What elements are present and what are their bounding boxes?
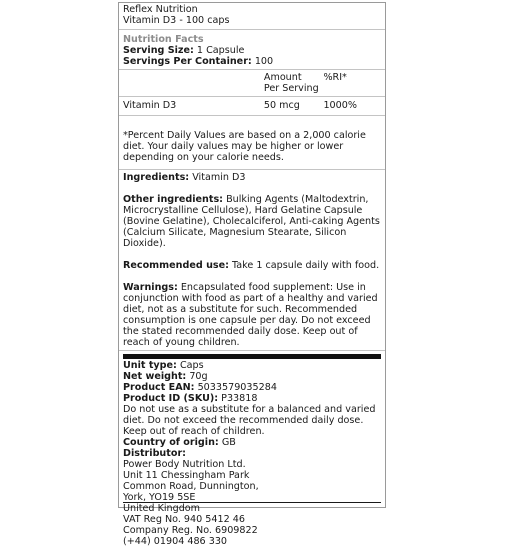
recommended-use: Recommended use: Take 1 capsule daily with food. xyxy=(123,260,380,271)
product-details xyxy=(119,359,385,547)
nutrient-name: Vitamin D3 xyxy=(123,100,177,111)
bottom-divider xyxy=(123,502,381,503)
address-line: VAT Reg No. 940 5412 46 xyxy=(123,514,245,525)
warnings: Warnings: Encapsulated food supplement: Use in conjunction with food as part of a healthy and varied diet, not as a substitute for such. Recommended consumption is one capsule per day. Do not exceed the stated recommended daily dose. Keep out of reach of young children. xyxy=(123,282,378,348)
usage-note: Do not use as a substitute for a balanced and varied diet. Do not exceed the recommended daily dose. Keep out of reach of children. xyxy=(123,404,376,437)
supplement-facts-panel xyxy=(118,2,386,547)
distributor-label: Distributor: xyxy=(123,448,187,459)
nutrient-amount: 50 mcg xyxy=(263,100,300,111)
address-line: York, YO19 5SE xyxy=(123,492,196,503)
servings-per-container: Servings Per Container: 100 xyxy=(123,56,274,67)
other-ingredients: Other ingredients: Bulking Agents (Maltodextrin, Microcrystalline Cellulose), Hard Gelatine Capsule (Bovine Gelatine), Cholecalciferol, Anti-caking Agents (Calcium Silicate, Magnesium Stearate, Silicon Dioxide). xyxy=(123,194,380,249)
country-of-origin: Country of origin: GB xyxy=(123,437,236,448)
nutrition-facts xyxy=(119,30,385,67)
nutrient-table-header xyxy=(119,70,385,94)
ingredients-section xyxy=(119,170,385,348)
brand-name: Reflex Nutrition xyxy=(123,4,198,15)
product-sku: Product ID (SKU): P33818 xyxy=(123,393,258,404)
amount-header: Amount Per Serving xyxy=(263,72,319,94)
table-row xyxy=(123,100,381,111)
footnote xyxy=(119,116,385,163)
unit-type: Unit type: Caps xyxy=(123,360,204,371)
nutrition-facts-title: Nutrition Facts xyxy=(123,34,204,45)
address-line: Power Body Nutrition Ltd. xyxy=(123,459,246,470)
address-line: United Kingdom xyxy=(123,503,201,514)
divider xyxy=(119,350,385,351)
address-line: Common Road, Dunnington, xyxy=(123,481,259,492)
nutrient-ri: 1000% xyxy=(323,100,357,111)
product-header xyxy=(119,3,385,26)
distributor-address xyxy=(123,459,381,547)
ingredients: Ingredients: Vitamin D3 xyxy=(123,172,246,183)
nutrient-table xyxy=(119,97,385,111)
address-line: Unit 11 Chessingham Park xyxy=(123,470,250,481)
ri-header: %RI* xyxy=(323,72,347,83)
net-weight: Net weight: 70g xyxy=(123,371,208,382)
address-line: Company Reg. No. 6909822 xyxy=(123,525,258,536)
product-ean: Product EAN: 5033579035284 xyxy=(123,382,277,393)
address-line: (+44) 01904 486 330 xyxy=(123,536,228,547)
serving-size: Serving Size: 1 Capsule xyxy=(123,45,245,56)
product-name: Vitamin D3 - 100 caps xyxy=(123,15,230,26)
daily-value-footnote: *Percent Daily Values are based on a 2,000 calorie diet. Your daily values may be higher or lower depending on your calorie needs. xyxy=(123,130,366,163)
